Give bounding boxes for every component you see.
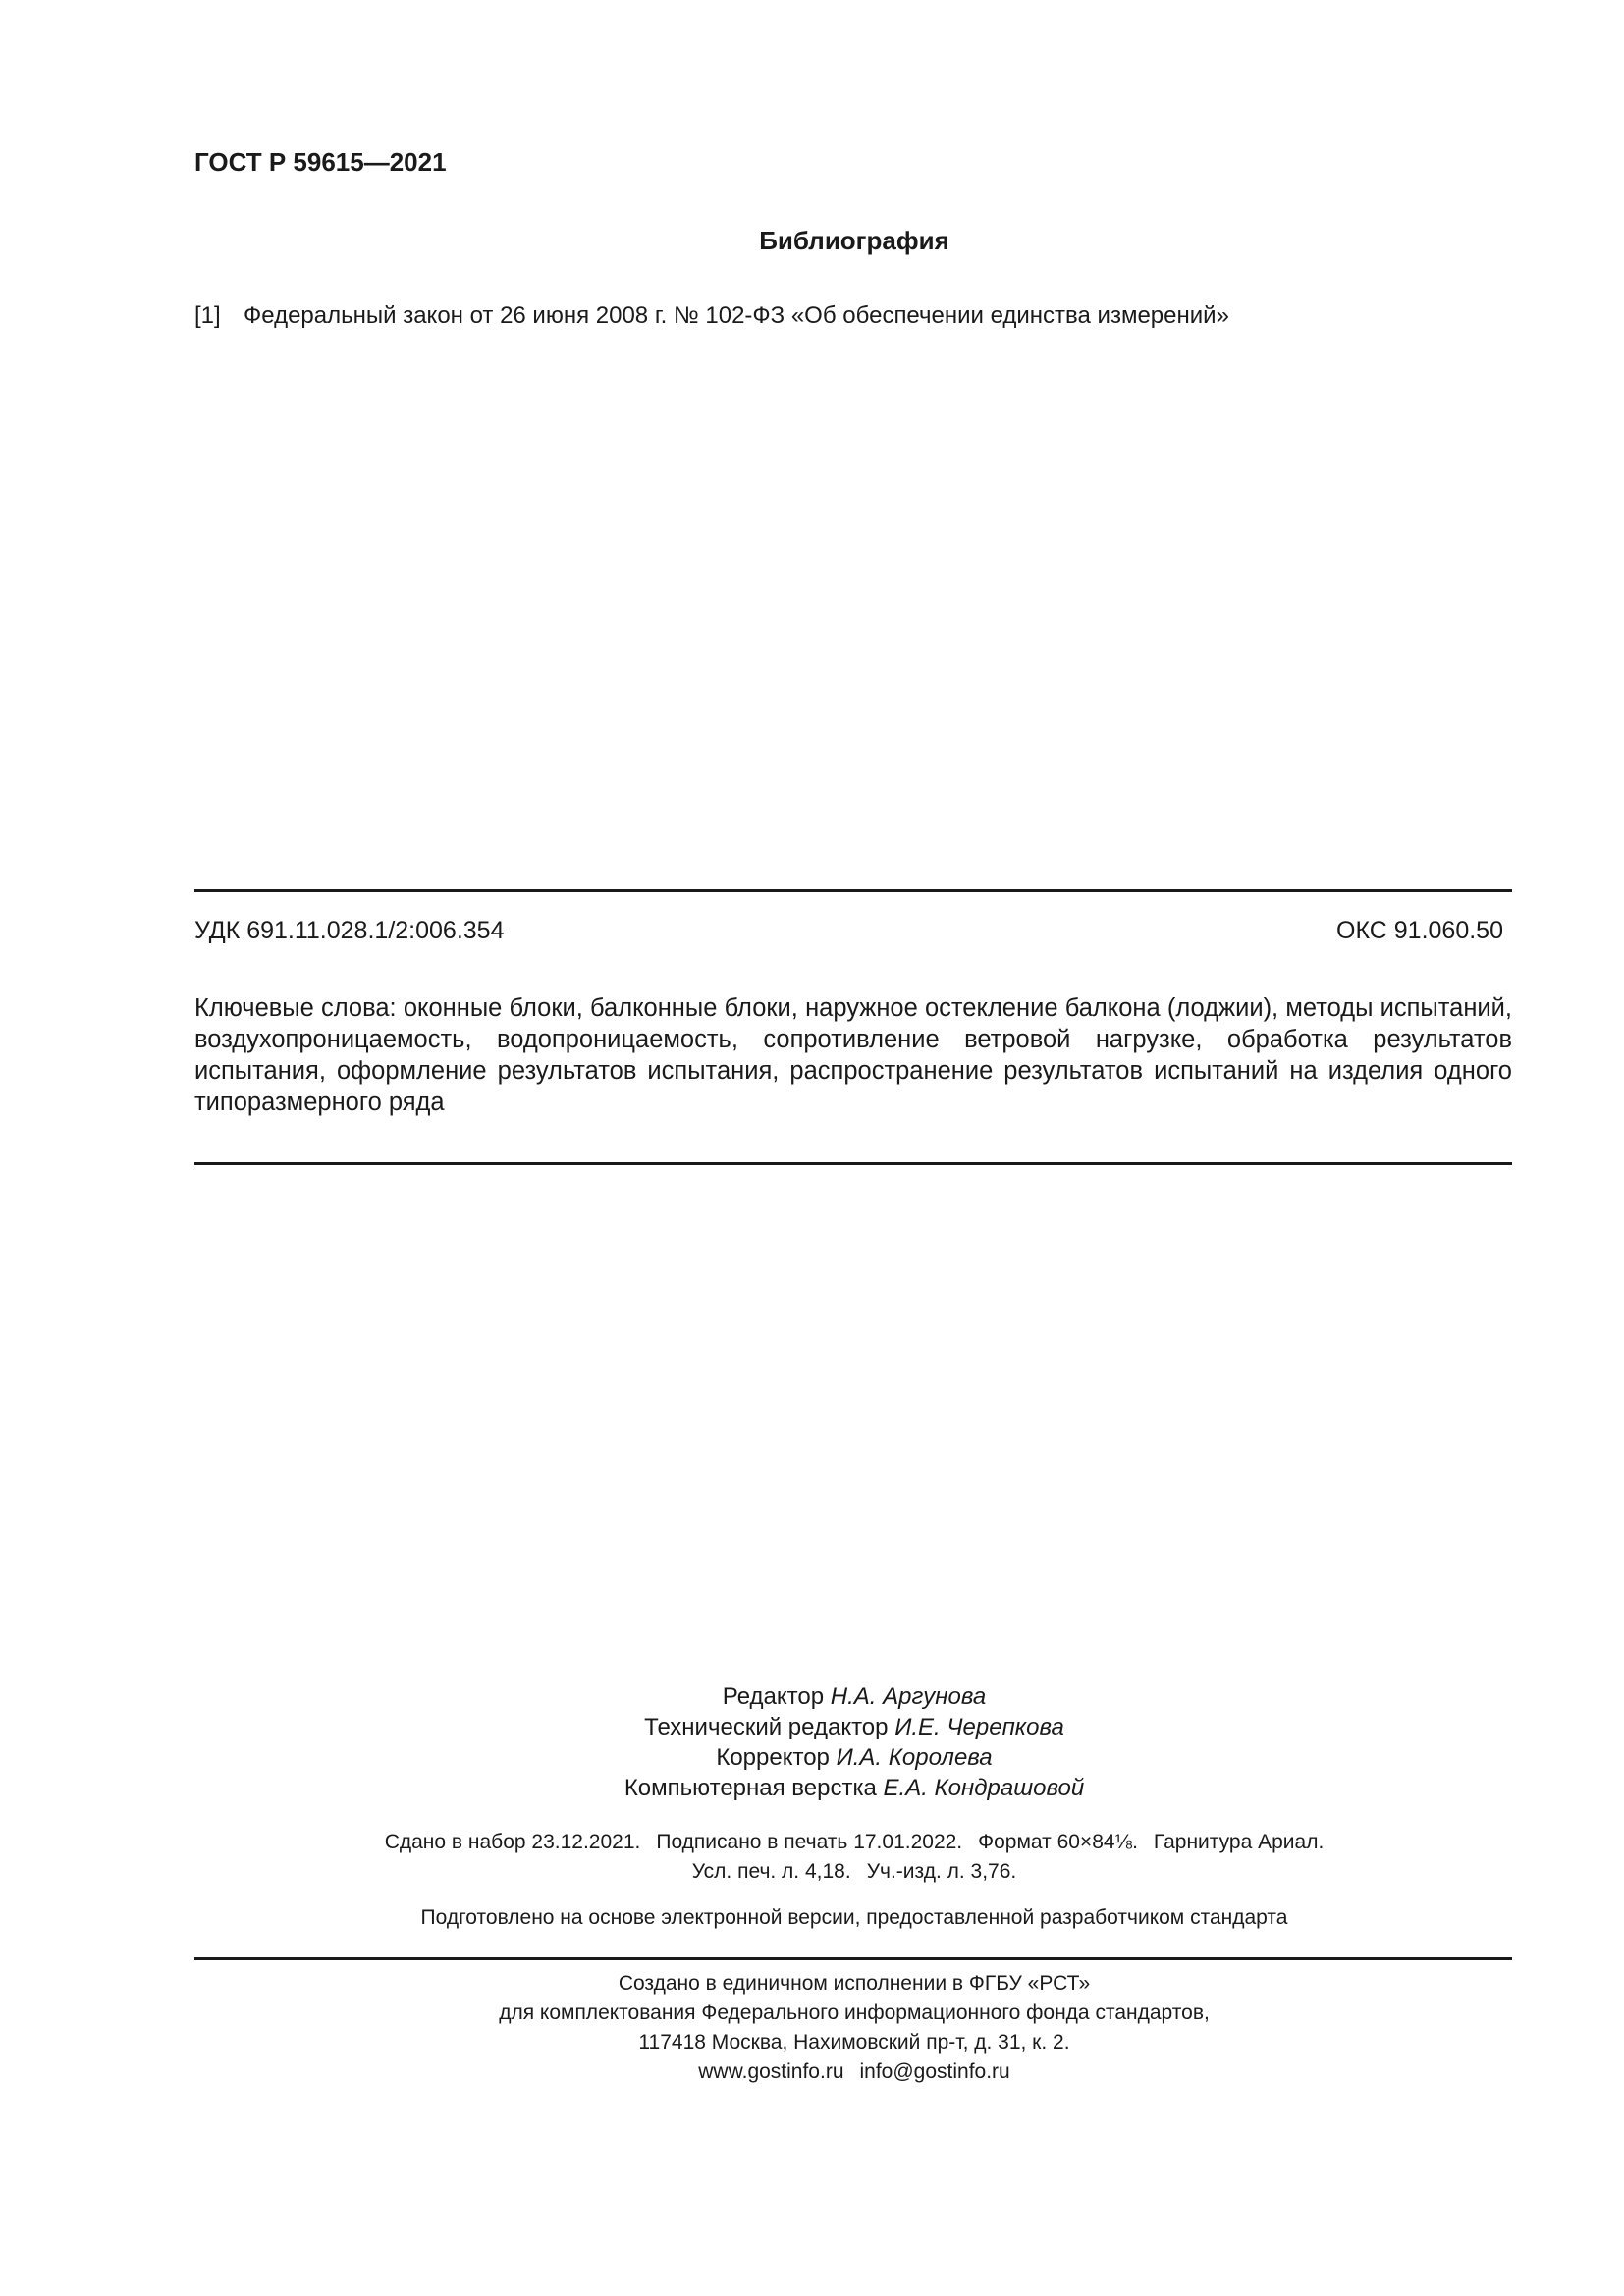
staff-proofreader: Корректор И.А. Королева (716, 1744, 993, 1771)
divider-top (194, 889, 1512, 892)
entry-text: Федеральный закон от 26 июня 2008 г. № 102-ФЗ «Об обеспечении единства измерений» (244, 302, 1229, 329)
divider-middle (194, 1162, 1512, 1165)
created-line1: Создано в единичном исполнении в ФГБУ «РСТ» (618, 1972, 1091, 1995)
created-line3: 117418 Москва, Нахимовский пр-т, д. 31, к. 2. (638, 2031, 1070, 2054)
email-link[interactable]: info@gostinfo.ru (859, 2060, 1010, 2083)
staff-layout: Компьютерная верстка Е.А. Кондрашовой (623, 1775, 1085, 1801)
staff-tech-editor: Технический редактор И.Е. Черепкова (644, 1714, 1064, 1740)
contacts (0, 2057, 1624, 2087)
keywords-text: Ключевые слова: оконные блоки, балконные блоки, наружное остекление балкона (лоджии), методы испытаний, воздухопроницаемость, водопроницаемость, сопротивление ветровой нагрузке, обработка результатов испытания, оформление результатов испытания, распространение результатов испытаний на изделия одного типоразмерного ряда (194, 994, 1512, 1116)
print-info-line1: Сдано в набор 23.12.2021. Подписано в печать 17.01.2022. Формат 60×84⅛. Гарнитура Ариал. (384, 1831, 1325, 1853)
keywords-paragraph (194, 992, 1512, 1118)
staff-editor: Редактор Н.А. Аргунова (722, 1683, 987, 1710)
divider-bottom (194, 1957, 1512, 1960)
udk-code: УДК 691.11.028.1/2:006.354 (194, 917, 505, 944)
prepared-note: Подготовлено на основе электронной версии, предоставленной разработчиком стандарта (420, 1906, 1288, 1929)
print-info-line2: Усл. печ. л. 4,18. Уч.-изд. л. 3,76. (691, 1860, 1017, 1883)
bibliography-title: Библиография (759, 226, 949, 255)
staff-credits (0, 1682, 1624, 1803)
bibliography-entry (194, 302, 1229, 330)
document-code: ГОСТ Р 59615—2021 (194, 147, 447, 177)
created-info (0, 1969, 1624, 2087)
entry-number: [1] (194, 302, 221, 329)
print-info (0, 1828, 1624, 1887)
site-link[interactable]: www.gostinfo.ru (698, 2060, 844, 2083)
oks-code: ОКС 91.060.50 (1336, 917, 1503, 944)
created-line2: для комплектования Федерального информационного фонда стандартов, (499, 2002, 1210, 2024)
